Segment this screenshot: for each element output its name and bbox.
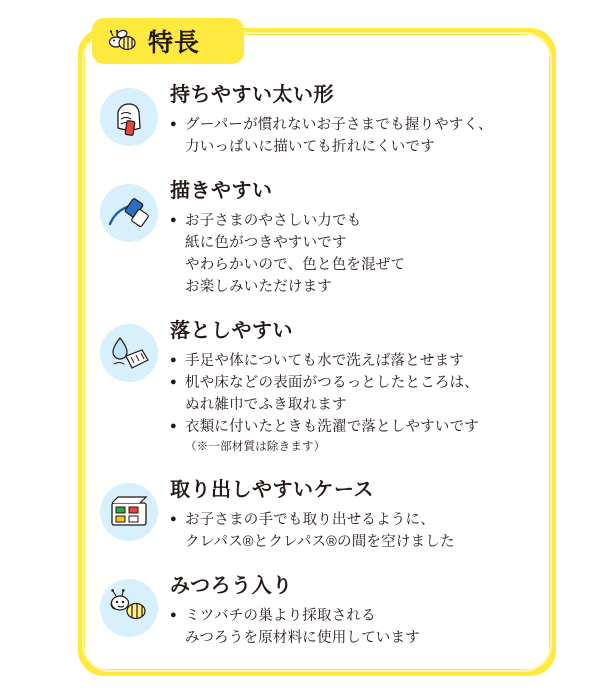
feature-line: ● グーパーが慣れないお子さまでも握りやすく、 — [170, 114, 544, 136]
feature-body — [164, 565, 544, 649]
feature-body — [164, 74, 544, 158]
feature-icon-wrap — [100, 170, 164, 242]
section-title-text: 特長 — [148, 29, 201, 57]
feature-title: みつろう入り — [170, 574, 293, 597]
section-title-badge — [92, 18, 244, 64]
feature-line: ● 衣類に付いたときも洗濯で落としやすいです — [170, 416, 544, 438]
feature-title: 取り出しやすいケース — [170, 478, 374, 501]
feature-line: ● 机や床などの表面がつるっとしたところは、 — [170, 372, 544, 394]
feature-line: ● ミツバチの巣より採取される — [170, 605, 544, 627]
feature-item — [100, 170, 544, 298]
hand-holding-crayon-icon — [100, 88, 158, 146]
water-drop-wipe-icon — [100, 324, 158, 382]
feature-item — [100, 74, 544, 158]
feature-item — [100, 469, 544, 553]
feature-icon-wrap — [100, 565, 164, 637]
feature-line: みつろうを原材料に使用しています — [185, 629, 420, 646]
feature-body — [164, 170, 544, 298]
feature-icon-wrap — [100, 469, 164, 541]
feature-title: 持ちやすい太い形 — [170, 84, 334, 106]
feature-line: ● お子さまの手でも取り出せるように、 — [170, 509, 544, 531]
bee-icon — [104, 26, 140, 56]
bee-circle-icon — [100, 579, 158, 637]
feature-line: やわらかいので、色と色を混ぜて — [185, 257, 406, 274]
feature-line: クレパス®とクレパス®の間を空けました — [185, 533, 455, 550]
feature-line: お楽しみいただけます — [185, 279, 332, 296]
feature-body — [164, 469, 544, 553]
feature-line: 紙に色がつきやすいです — [185, 235, 347, 252]
feature-line: ぬれ雑巾でふき取れます — [185, 397, 347, 414]
feature-item — [100, 565, 544, 649]
feature-line: ● 手足や体についても水で洗えば落とせます — [170, 350, 544, 372]
feature-line: 力いっぱいに描いても折れにくいです — [185, 139, 435, 156]
feature-title: 描きやすい — [170, 180, 273, 203]
feature-title: 落としやすい — [170, 320, 293, 343]
drawing-crayon-icon — [100, 184, 158, 242]
feature-line: ● お子さまのやさしい力でも — [170, 210, 544, 232]
feature-note: （※一部材質は除きます） — [185, 441, 326, 454]
feature-icon-wrap — [100, 74, 164, 146]
features-list — [100, 74, 544, 661]
crayon-case-icon — [100, 483, 158, 541]
feature-icon-wrap — [100, 310, 164, 382]
feature-item — [100, 310, 544, 457]
feature-body — [164, 310, 544, 457]
